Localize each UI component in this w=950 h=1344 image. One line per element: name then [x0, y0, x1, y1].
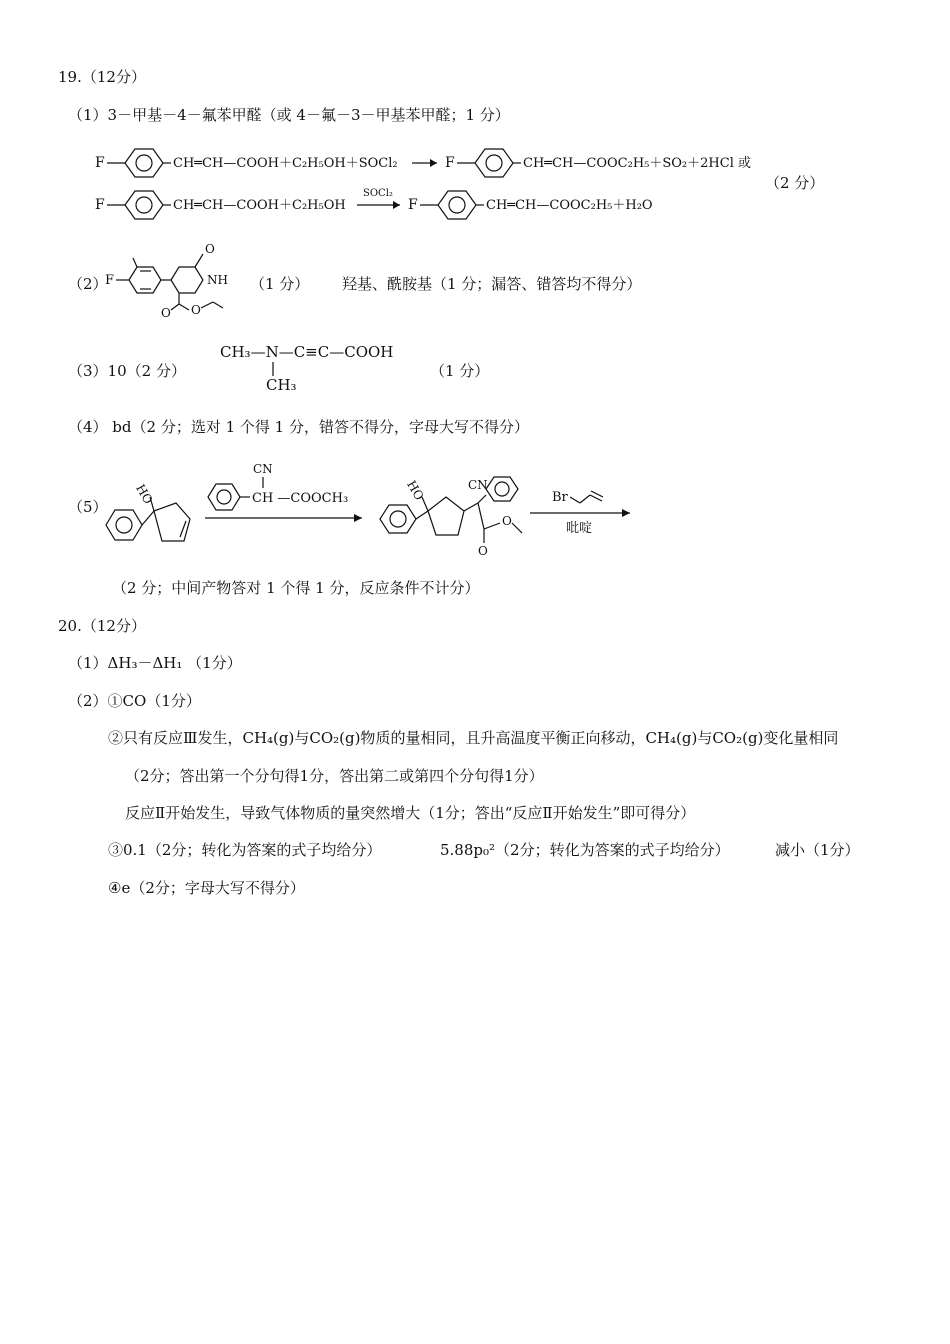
q19-part3-label: （3）10（2 分） [68, 362, 186, 380]
atom-o: O [205, 242, 215, 256]
eq1-f1: F [95, 155, 105, 171]
equation-2-structures [95, 185, 695, 225]
q19-part5-note: （2 分；中间产物答对 1 个得 1 分，反应条件不计分） [112, 579, 480, 597]
methyl-bond [133, 258, 137, 267]
eq2-reagent: SOCl₂ [363, 188, 393, 199]
n-methyl-bond [268, 362, 278, 376]
ho-label-2: HO [404, 478, 427, 503]
q20-part2: （2）①CO（1分） [68, 692, 201, 710]
reaction-arrow-2 [393, 201, 400, 209]
q20-part2-sub3-kp: 5.88p₀²（2分；转化为答案的式子均给分） [440, 841, 730, 859]
piperidinone-structure [105, 240, 245, 320]
atom-nh: NH [207, 273, 228, 287]
benzene-ring-1 [125, 149, 163, 177]
reaction-arrow-1 [430, 159, 437, 167]
phenyl-ring-reagent [208, 484, 240, 510]
cyclopentene-ring [154, 503, 190, 541]
equation-1-structures [95, 143, 775, 183]
eq1-chain1: CH═CH—COOH＋C₂H₅OH＋SOCl₂ [173, 156, 398, 171]
q19-part3-score: （1 分） [430, 362, 490, 380]
q20-part2-sub2-extra: 反应Ⅱ开始发生，导致气体物质的量突然增大（1分；答出“反应Ⅱ开始发生”即可得分） [125, 804, 696, 822]
q20-part1: （1）ΔH₃－ΔH₁ （1分） [68, 654, 242, 672]
q19-part4: （4） bd（2 分；选对 1 个得 1 分，错答不得分，字母大写不得分） [68, 418, 529, 436]
phenyl-ring-2 [380, 505, 416, 533]
eq2-chain1: CH═CH—COOH＋C₂H₅OH [173, 198, 346, 213]
cyclopentane-ring [428, 497, 464, 535]
q19-part3-formula: CH₃—N—C≡C—COOH [220, 343, 394, 361]
benzene-ring-3 [125, 191, 163, 219]
atom-o-carbonyl: O [161, 306, 171, 320]
o-ester-label: O [502, 514, 512, 528]
condition-label: 吡啶 [566, 521, 593, 536]
eq1-f2: F [445, 155, 455, 171]
q19-part5-label: （5） [68, 498, 108, 516]
benzene-ring-2 [475, 149, 513, 177]
q20-part2-sub2-note: （2分；答出第一个分句得1分，答出第二或第四个分句得1分） [125, 767, 544, 785]
reagent-cn: CN [253, 462, 273, 476]
atom-o-ester: O [191, 303, 201, 317]
q20-part2-sub3-trend: 减小（1分） [775, 841, 860, 859]
q19-header: 19.（12分） [58, 68, 146, 86]
eq1-chain2: CH═CH—COOC₂H₅＋SO₂＋2HCl 或 [523, 156, 751, 171]
cn-label: CN [468, 478, 488, 492]
q20-header: 20.（12分） [58, 617, 146, 635]
q19-part1: （1）3－甲基－4－氟苯甲醛（或 4－氟－3－甲基苯甲醛；1 分） [68, 106, 510, 124]
q20-part2-sub4: ④e（2分；字母大写不得分） [108, 879, 305, 897]
q19-part2-score: （1 分） [250, 275, 310, 293]
q19-part3-methyl: CH₃ [266, 376, 297, 394]
eq2-f2: F [408, 197, 418, 213]
synthesis-route [100, 455, 660, 570]
ho-label-1: HO [133, 481, 156, 507]
lactam-ring [171, 267, 203, 293]
reaction-arrow-4 [622, 509, 630, 517]
br-label: Br [552, 490, 568, 505]
reaction-arrow-3 [354, 514, 362, 522]
benzene-ring-4 [438, 191, 476, 219]
o-carbonyl-label: O [478, 544, 488, 558]
phenyl-ring-1 [106, 510, 142, 540]
eq2-chain2: CH═CH—COOC₂H₅＋H₂O [486, 198, 653, 213]
q19-part2-answer: 羟基、酰胺基（1 分；漏答、错答均不得分） [342, 275, 642, 293]
q20-part2-sub2: ②只有反应Ⅲ发生，CH₄(g)与CO₂(g)物质的量相同，且升高温度平衡正向移动，CH₄(g)与CO₂(g)变化量相同 [108, 729, 839, 747]
q19-equation-score: （2 分） [765, 174, 825, 192]
reagent-chain: CH —COOCH₃ [252, 491, 349, 506]
q19-part2-label: （2） [68, 275, 108, 293]
atom-f: F [105, 273, 115, 288]
eq2-f1: F [95, 197, 105, 213]
phenyl-ring-3 [486, 477, 518, 501]
q20-part2-sub3: ③0.1（2分；转化为答案的式子均给分） [108, 841, 382, 859]
